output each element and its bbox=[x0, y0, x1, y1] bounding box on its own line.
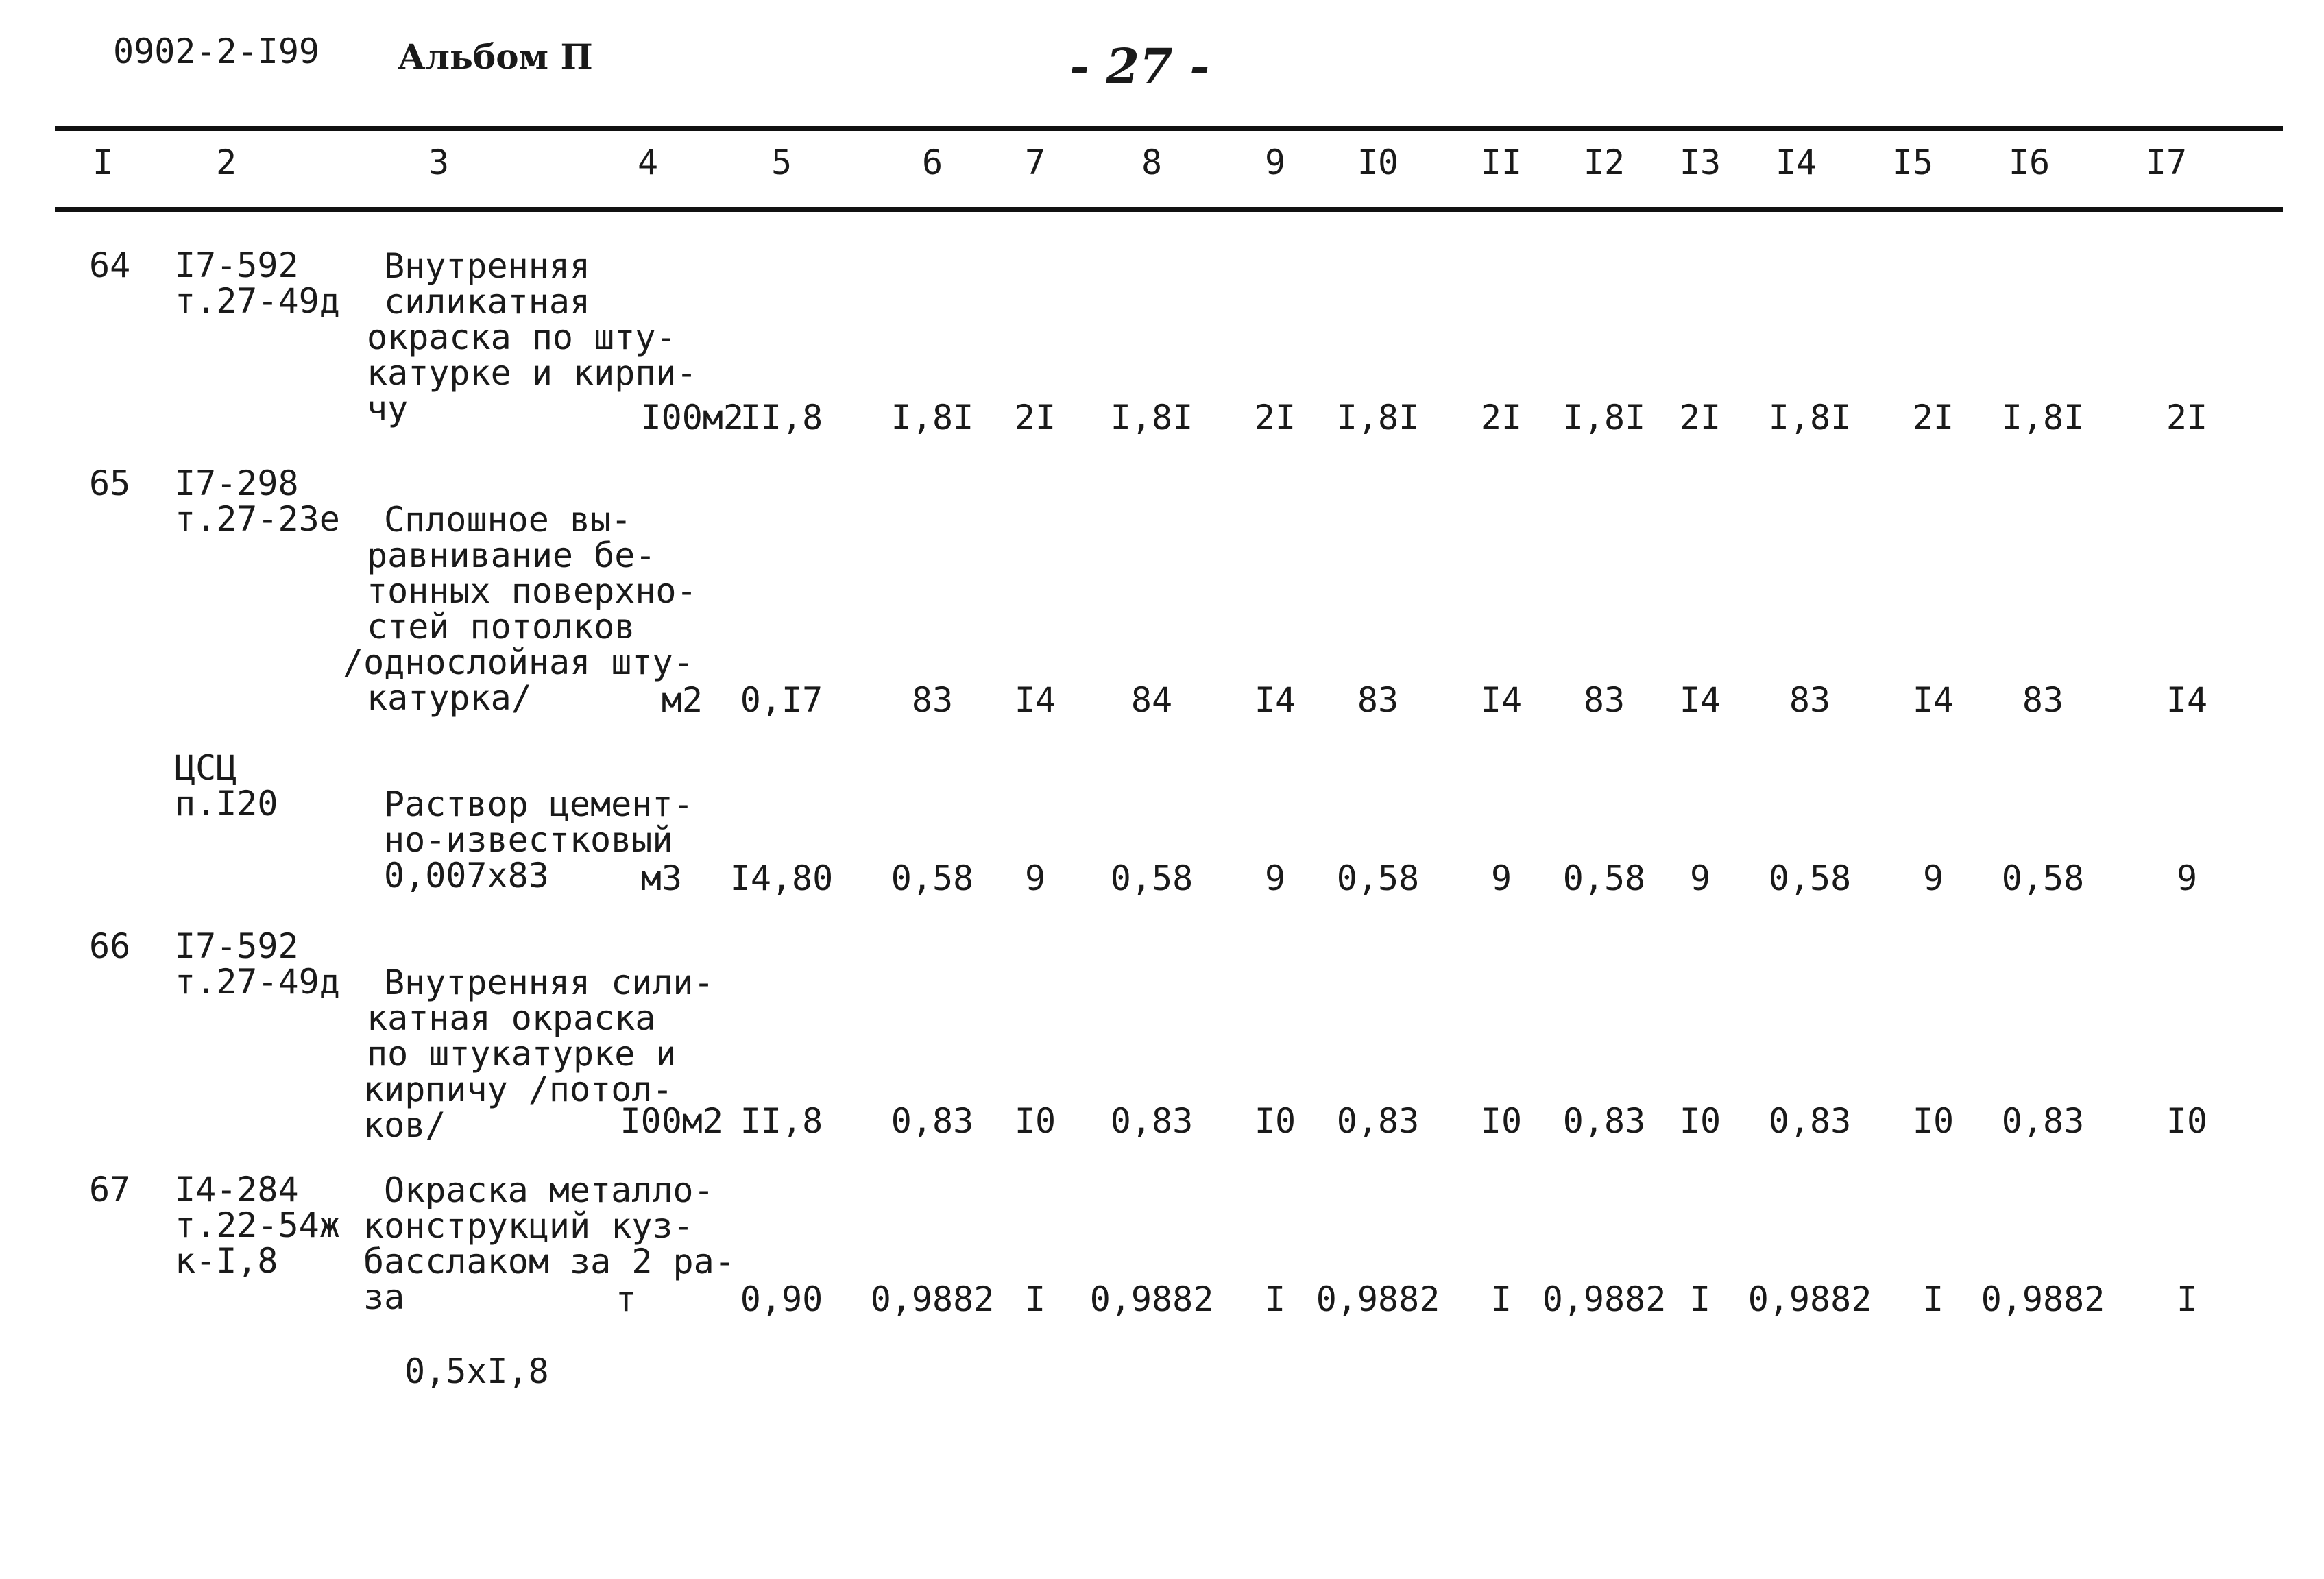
unit-cell: м2 bbox=[661, 680, 703, 720]
unit-cell: I00м2 bbox=[620, 1101, 723, 1141]
reference-line: I7-298 bbox=[175, 463, 299, 503]
reference-line: ЦСЦ bbox=[175, 748, 237, 788]
column-header: I2 bbox=[1583, 143, 1625, 182]
value-cell: I bbox=[1689, 1279, 1711, 1319]
album-label: Альбом П bbox=[398, 36, 593, 77]
value-cell: 0,I7 bbox=[740, 680, 823, 720]
value-cell: 83 bbox=[2022, 680, 2064, 720]
value-cell: 0,83 bbox=[1768, 1101, 1852, 1141]
value-cell: 0,9882 bbox=[1747, 1279, 1872, 1319]
page-number: - 27 - bbox=[1069, 38, 1210, 95]
column-header: 2 bbox=[215, 143, 237, 182]
value-cell: 0,83 bbox=[1562, 1101, 1646, 1141]
reference-line: I4-284 bbox=[175, 1170, 299, 1209]
description-line: силикатная bbox=[384, 282, 591, 322]
value-cell: 2I bbox=[1254, 398, 1296, 437]
value-cell: 2I bbox=[2166, 398, 2208, 437]
description-line: Сплошное вы- bbox=[384, 500, 632, 540]
value-cell: 9 bbox=[1689, 858, 1711, 898]
value-cell: I0 bbox=[1014, 1101, 1056, 1141]
column-header: 3 bbox=[428, 143, 450, 182]
value-cell: 0,58 bbox=[1562, 858, 1646, 898]
reference-line: т.27-49д bbox=[175, 281, 340, 321]
reference-line: I7-592 bbox=[175, 245, 299, 285]
description-line: Внутренняя сили- bbox=[384, 963, 714, 1002]
value-cell: 2I bbox=[1912, 398, 1954, 437]
description-line: по штукатурке и bbox=[367, 1034, 677, 1074]
reference-line: к-I,8 bbox=[175, 1241, 278, 1281]
description-line: тонных поверхно- bbox=[367, 571, 697, 611]
value-cell: I,8I bbox=[1336, 398, 1420, 437]
row-number: 65 bbox=[89, 463, 131, 503]
value-cell: 9 bbox=[1024, 858, 1046, 898]
column-header: 9 bbox=[1264, 143, 1286, 182]
column-header: 7 bbox=[1024, 143, 1046, 182]
description-line: кирпичу /потол- bbox=[363, 1070, 673, 1109]
value-cell: II,8 bbox=[740, 1101, 823, 1141]
description-line: катурка/ bbox=[367, 678, 532, 718]
unit-cell: м3 bbox=[640, 858, 682, 898]
unit-cell: I00м2 bbox=[640, 398, 744, 437]
description-line: катурке и кирпи- bbox=[367, 353, 697, 393]
value-cell: I bbox=[1490, 1279, 1512, 1319]
row-number: 66 bbox=[89, 926, 131, 966]
value-cell: 83 bbox=[1583, 680, 1625, 720]
value-cell: 0,9882 bbox=[1089, 1279, 1214, 1319]
value-cell: I,8I bbox=[891, 398, 974, 437]
value-cell: 0,58 bbox=[1110, 858, 1194, 898]
value-cell: 9 bbox=[1264, 858, 1286, 898]
column-header: I0 bbox=[1357, 143, 1399, 182]
value-cell: 0,83 bbox=[1110, 1101, 1194, 1141]
value-cell: 84 bbox=[1130, 680, 1173, 720]
value-cell: I0 bbox=[1912, 1101, 1954, 1141]
value-cell: 0,58 bbox=[1336, 858, 1420, 898]
value-cell: I4 bbox=[1014, 680, 1056, 720]
description-line: равнивание бе- bbox=[367, 535, 656, 575]
value-cell: I,8I bbox=[2001, 398, 2085, 437]
value-cell: 0,9882 bbox=[870, 1279, 995, 1319]
value-cell: 0,90 bbox=[740, 1279, 823, 1319]
column-header: I6 bbox=[2008, 143, 2050, 182]
description-line: Раствор цемент- bbox=[384, 784, 694, 824]
description-line: конструкций куз- bbox=[363, 1206, 694, 1246]
value-cell: I0 bbox=[1480, 1101, 1523, 1141]
row-number: 67 bbox=[89, 1170, 131, 1209]
reference-line: т.22-54ж bbox=[175, 1205, 340, 1245]
column-header: I bbox=[92, 143, 114, 182]
value-cell: 2I bbox=[1679, 398, 1721, 437]
value-cell: I bbox=[1264, 1279, 1286, 1319]
value-cell: 83 bbox=[1357, 680, 1399, 720]
value-cell: I4 bbox=[1480, 680, 1523, 720]
value-cell: 0,83 bbox=[2001, 1101, 2085, 1141]
column-header: I5 bbox=[1891, 143, 1934, 182]
document-code: 0902-2-I99 bbox=[113, 32, 320, 71]
value-cell: 83 bbox=[911, 680, 954, 720]
row-number: 64 bbox=[89, 245, 131, 285]
description-line: стей потолков bbox=[367, 607, 636, 647]
value-cell: 0,58 bbox=[2001, 858, 2085, 898]
value-cell: 9 bbox=[1922, 858, 1944, 898]
description-line: но-известковый bbox=[384, 820, 673, 860]
value-cell: I0 bbox=[2166, 1101, 2208, 1141]
reference-line: I7-592 bbox=[175, 926, 299, 966]
column-header: 8 bbox=[1141, 143, 1163, 182]
value-cell: I,8I bbox=[1110, 398, 1194, 437]
value-cell: 0,9882 bbox=[1981, 1279, 2105, 1319]
header-bottom-rule bbox=[55, 207, 2283, 212]
reference-line: т.27-49д bbox=[175, 962, 340, 1002]
description-line: катная окраска bbox=[367, 998, 656, 1038]
column-header: 5 bbox=[771, 143, 792, 182]
value-cell: I0 bbox=[1254, 1101, 1296, 1141]
value-cell: 9 bbox=[1490, 858, 1512, 898]
description-line: чу bbox=[367, 389, 409, 429]
column-header: 6 bbox=[921, 143, 943, 182]
value-cell: 0,83 bbox=[1336, 1101, 1420, 1141]
description-line: ков/ bbox=[363, 1105, 446, 1145]
value-cell: 9 bbox=[2176, 858, 2198, 898]
value-cell: I4 bbox=[1254, 680, 1296, 720]
description-line: Внутренняя bbox=[384, 246, 591, 286]
value-cell: I,8I bbox=[1562, 398, 1646, 437]
description-line: окраска по шту- bbox=[367, 317, 677, 357]
reference-line: п.I20 bbox=[175, 784, 278, 823]
value-cell: I4 bbox=[2166, 680, 2208, 720]
value-cell: I,8I bbox=[1768, 398, 1852, 437]
value-cell: I bbox=[1922, 1279, 1944, 1319]
value-cell: I bbox=[2176, 1279, 2198, 1319]
value-cell: I4 bbox=[1679, 680, 1721, 720]
column-header: II bbox=[1480, 143, 1523, 182]
value-cell: 0,9882 bbox=[1542, 1279, 1667, 1319]
reference-line: т.27-23е bbox=[175, 499, 340, 539]
value-cell: I4 bbox=[1912, 680, 1954, 720]
value-cell: I4,80 bbox=[729, 858, 834, 898]
value-cell: 2I bbox=[1014, 398, 1056, 437]
column-header: I4 bbox=[1775, 143, 1817, 182]
value-cell: 83 bbox=[1789, 680, 1831, 720]
value-cell: 2I bbox=[1480, 398, 1523, 437]
value-cell: 0,83 bbox=[891, 1101, 974, 1141]
value-cell: 0,9882 bbox=[1316, 1279, 1440, 1319]
value-cell: 0,58 bbox=[891, 858, 974, 898]
table-top-rule bbox=[55, 126, 2283, 131]
footnote: 0,5хI,8 bbox=[404, 1351, 549, 1391]
value-cell: 0,58 bbox=[1768, 858, 1852, 898]
description-line: за bbox=[363, 1277, 405, 1317]
column-header: I3 bbox=[1679, 143, 1721, 182]
description-line: Окраска металло- bbox=[384, 1170, 714, 1210]
column-header: 4 bbox=[637, 143, 659, 182]
description-line: /однослойная шту- bbox=[343, 642, 694, 682]
unit-cell: т bbox=[615, 1279, 636, 1319]
value-cell: I0 bbox=[1679, 1101, 1721, 1141]
column-header: I7 bbox=[2145, 143, 2188, 182]
value-cell: I bbox=[1024, 1279, 1046, 1319]
description-line: 0,007х83 bbox=[384, 856, 549, 895]
value-cell: II,8 bbox=[740, 398, 823, 437]
description-line: басслаком за 2 ра- bbox=[363, 1242, 735, 1281]
